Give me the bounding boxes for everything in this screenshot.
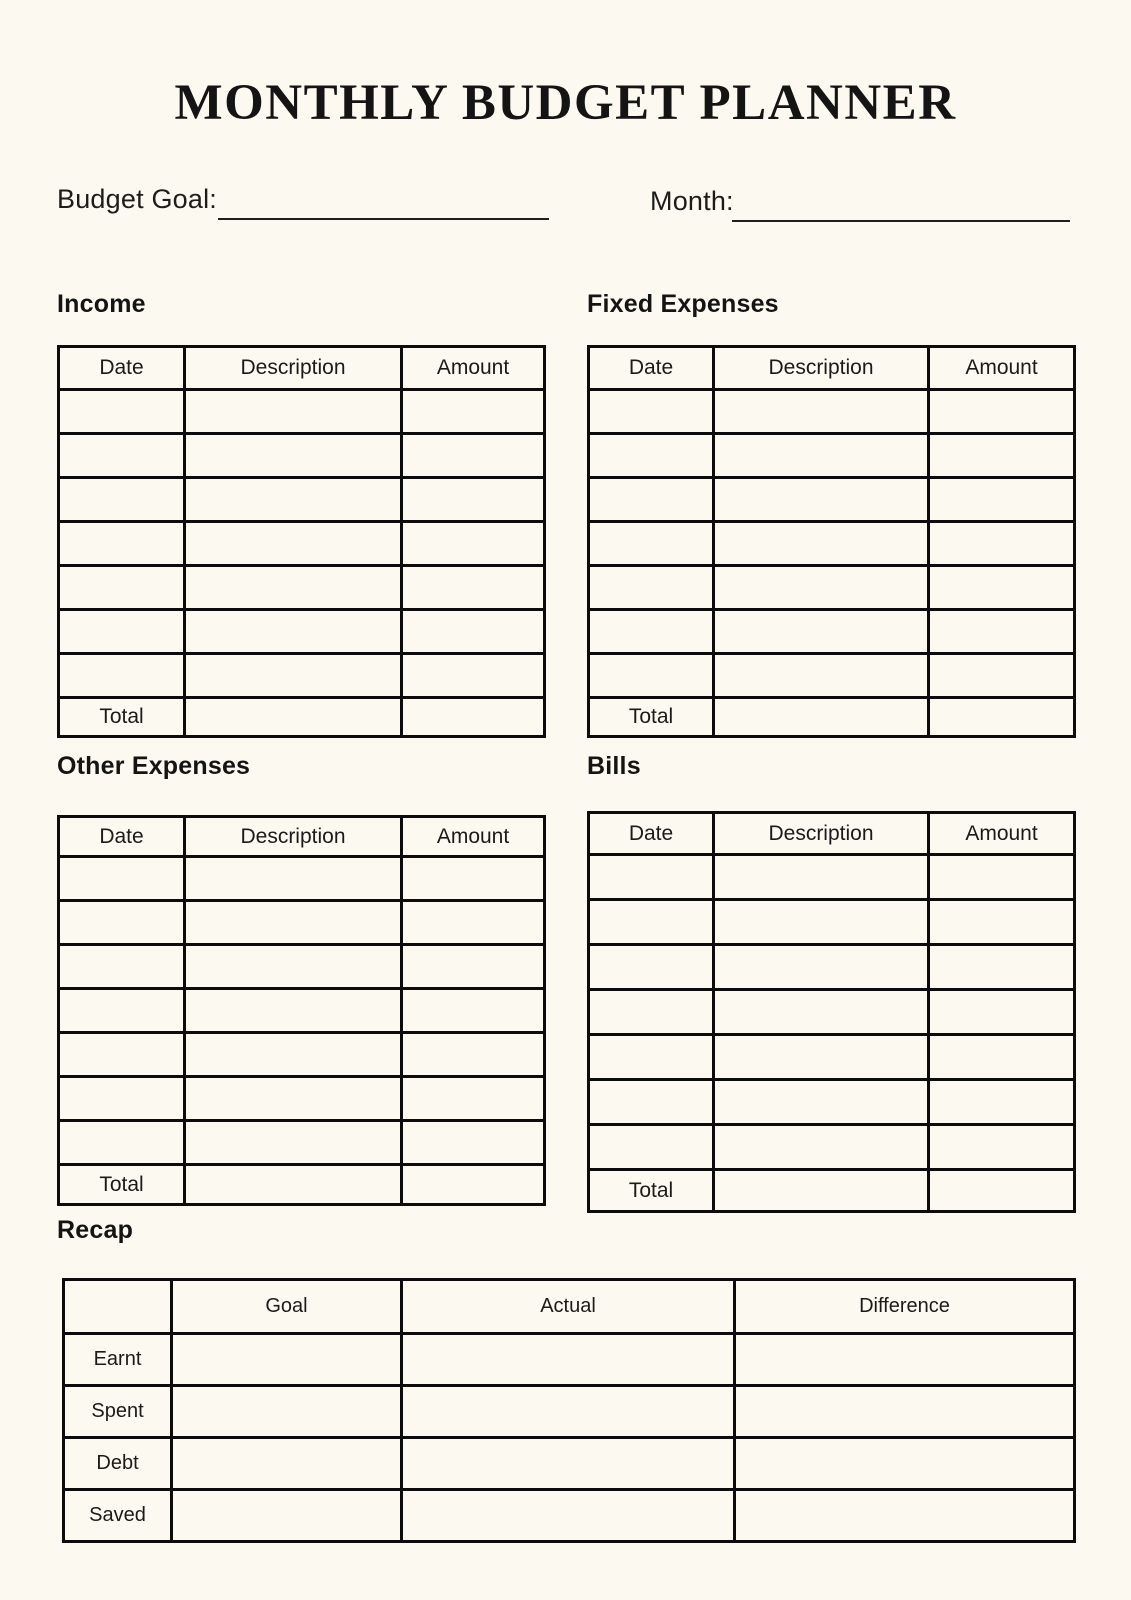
other-expenses-col-date: Date bbox=[59, 817, 185, 857]
empty-cell[interactable] bbox=[185, 1077, 402, 1121]
income-heading: Income bbox=[57, 290, 146, 318]
income-col-description: Description bbox=[185, 347, 402, 390]
income-total-row bbox=[59, 698, 545, 737]
empty-cell[interactable] bbox=[185, 390, 402, 434]
empty-cell[interactable] bbox=[59, 989, 185, 1033]
table-row bbox=[589, 990, 1075, 1035]
empty-cell[interactable] bbox=[714, 434, 929, 478]
other-expenses-total-row bbox=[59, 1165, 545, 1205]
empty-cell[interactable] bbox=[589, 1035, 714, 1080]
empty-cell[interactable] bbox=[714, 1035, 929, 1080]
bills-header-row bbox=[589, 813, 1075, 855]
empty-cell[interactable] bbox=[929, 945, 1075, 990]
table-row bbox=[59, 566, 545, 610]
empty-cell[interactable] bbox=[185, 1033, 402, 1077]
empty-cell[interactable] bbox=[589, 945, 714, 990]
empty-cell[interactable] bbox=[589, 566, 714, 610]
recap-header-row bbox=[64, 1280, 1075, 1334]
table-row bbox=[589, 434, 1075, 478]
empty-cell[interactable] bbox=[714, 566, 929, 610]
table-row bbox=[589, 1125, 1075, 1170]
empty-cell[interactable] bbox=[929, 1035, 1075, 1080]
table-row bbox=[589, 1080, 1075, 1125]
bills-total-label: Total bbox=[589, 1170, 714, 1212]
empty-cell[interactable] bbox=[59, 390, 185, 434]
empty-cell[interactable] bbox=[59, 610, 185, 654]
table-row bbox=[589, 900, 1075, 945]
empty-cell[interactable] bbox=[714, 855, 929, 900]
empty-cell[interactable] bbox=[714, 900, 929, 945]
bills-col-date: Date bbox=[589, 813, 714, 855]
table-row bbox=[589, 1035, 1075, 1080]
table-row bbox=[59, 1121, 545, 1165]
empty-cell[interactable] bbox=[929, 1125, 1075, 1170]
empty-cell[interactable] bbox=[185, 478, 402, 522]
table-row bbox=[59, 434, 545, 478]
table-row bbox=[64, 1490, 1075, 1542]
empty-cell[interactable] bbox=[402, 390, 545, 434]
empty-cell[interactable] bbox=[402, 989, 545, 1033]
empty-cell[interactable] bbox=[929, 990, 1075, 1035]
empty-cell[interactable] bbox=[402, 857, 545, 901]
empty-cell[interactable] bbox=[589, 478, 714, 522]
table-row bbox=[59, 857, 545, 901]
empty-cell[interactable] bbox=[402, 1033, 545, 1077]
empty-cell[interactable] bbox=[185, 857, 402, 901]
table-row bbox=[589, 945, 1075, 990]
bills-table bbox=[587, 811, 1076, 1213]
table-row bbox=[64, 1438, 1075, 1490]
income-col-date: Date bbox=[59, 347, 185, 390]
empty-cell[interactable] bbox=[402, 1077, 545, 1121]
row-label-cell: Spent bbox=[64, 1386, 172, 1438]
table-row bbox=[59, 901, 545, 945]
other-expenses-total-description-cell[interactable] bbox=[185, 1165, 402, 1205]
fixed-expenses-col-description: Description bbox=[714, 347, 929, 390]
recap-col-difference: Difference bbox=[735, 1280, 1075, 1334]
table-row bbox=[59, 945, 545, 989]
table-row bbox=[59, 478, 545, 522]
table-row bbox=[589, 654, 1075, 698]
income-total-amount-cell[interactable] bbox=[402, 698, 545, 737]
empty-cell[interactable] bbox=[402, 945, 545, 989]
table-row bbox=[59, 654, 545, 698]
empty-cell[interactable] bbox=[929, 900, 1075, 945]
table-row bbox=[59, 390, 545, 434]
empty-cell[interactable] bbox=[929, 610, 1075, 654]
month-field[interactable] bbox=[732, 190, 1070, 222]
empty-cell[interactable] bbox=[185, 434, 402, 478]
empty-cell[interactable] bbox=[402, 610, 545, 654]
table-row bbox=[589, 610, 1075, 654]
other-expenses-heading: Other Expenses bbox=[57, 752, 251, 780]
empty-cell[interactable] bbox=[714, 478, 929, 522]
recap-heading: Recap bbox=[57, 1216, 134, 1244]
empty-cell[interactable] bbox=[402, 478, 545, 522]
bills-total-row bbox=[589, 1170, 1075, 1212]
empty-cell[interactable] bbox=[402, 566, 545, 610]
empty-cell[interactable] bbox=[735, 1334, 1075, 1386]
bills-total-amount-cell[interactable] bbox=[929, 1170, 1075, 1212]
other-expenses-total-label: Total bbox=[59, 1165, 185, 1205]
empty-cell[interactable] bbox=[402, 1438, 735, 1490]
budget-goal-label: Budget Goal: bbox=[57, 184, 218, 214]
empty-cell[interactable] bbox=[714, 1080, 929, 1125]
empty-cell[interactable] bbox=[589, 522, 714, 566]
empty-cell[interactable] bbox=[589, 434, 714, 478]
table-row bbox=[59, 989, 545, 1033]
bills-total-description-cell[interactable] bbox=[714, 1170, 929, 1212]
table-row bbox=[59, 1077, 545, 1121]
empty-cell[interactable] bbox=[735, 1438, 1075, 1490]
empty-cell[interactable] bbox=[589, 900, 714, 945]
table-row bbox=[589, 478, 1075, 522]
empty-cell[interactable] bbox=[929, 478, 1075, 522]
fixed-expenses-total-label: Total bbox=[589, 698, 714, 737]
recap-col-blank bbox=[64, 1280, 172, 1334]
other-expenses-table bbox=[57, 815, 546, 1206]
empty-cell[interactable] bbox=[185, 522, 402, 566]
empty-cell[interactable] bbox=[929, 522, 1075, 566]
fixed-expenses-total-description-cell[interactable] bbox=[714, 698, 929, 737]
empty-cell[interactable] bbox=[402, 1490, 735, 1542]
other-expenses-header-row bbox=[59, 817, 545, 857]
budget-goal-field[interactable] bbox=[218, 188, 549, 220]
fixed-expenses-total-row bbox=[589, 698, 1075, 737]
fixed-expenses-col-amount: Amount bbox=[929, 347, 1075, 390]
income-total-description-cell[interactable] bbox=[185, 698, 402, 737]
bills-heading: Bills bbox=[587, 752, 641, 780]
empty-cell[interactable] bbox=[714, 522, 929, 566]
empty-cell[interactable] bbox=[714, 990, 929, 1035]
empty-cell[interactable] bbox=[185, 989, 402, 1033]
empty-cell[interactable] bbox=[714, 390, 929, 434]
table-row bbox=[59, 522, 545, 566]
fixed-expenses-col-date: Date bbox=[589, 347, 714, 390]
empty-cell[interactable] bbox=[735, 1386, 1075, 1438]
table-row bbox=[589, 390, 1075, 434]
empty-cell[interactable] bbox=[59, 901, 185, 945]
income-header-row bbox=[59, 347, 545, 390]
empty-cell[interactable] bbox=[59, 522, 185, 566]
empty-cell[interactable] bbox=[402, 654, 545, 698]
fixed-expenses-heading: Fixed Expenses bbox=[587, 290, 779, 318]
empty-cell[interactable] bbox=[172, 1490, 402, 1542]
other-expenses-col-description: Description bbox=[185, 817, 402, 857]
income-table bbox=[57, 345, 546, 738]
empty-cell[interactable] bbox=[714, 654, 929, 698]
income-col-amount: Amount bbox=[402, 347, 545, 390]
empty-cell[interactable] bbox=[735, 1490, 1075, 1542]
empty-cell[interactable] bbox=[929, 1080, 1075, 1125]
empty-cell[interactable] bbox=[714, 1125, 929, 1170]
empty-cell[interactable] bbox=[929, 566, 1075, 610]
other-expenses-col-amount: Amount bbox=[402, 817, 545, 857]
empty-cell[interactable] bbox=[929, 855, 1075, 900]
empty-cell[interactable] bbox=[59, 1121, 185, 1165]
recap-col-goal: Goal bbox=[172, 1280, 402, 1334]
other-expenses-total-amount-cell[interactable] bbox=[402, 1165, 545, 1205]
empty-cell[interactable] bbox=[589, 654, 714, 698]
income-total-label: Total bbox=[59, 698, 185, 737]
table-row bbox=[589, 566, 1075, 610]
empty-cell[interactable] bbox=[172, 1386, 402, 1438]
empty-cell[interactable] bbox=[59, 434, 185, 478]
empty-cell[interactable] bbox=[589, 1125, 714, 1170]
empty-cell[interactable] bbox=[589, 610, 714, 654]
fixed-expenses-total-amount-cell[interactable] bbox=[929, 698, 1075, 737]
table-row bbox=[64, 1386, 1075, 1438]
empty-cell[interactable] bbox=[172, 1438, 402, 1490]
empty-cell[interactable] bbox=[185, 1121, 402, 1165]
empty-cell[interactable] bbox=[59, 566, 185, 610]
empty-cell[interactable] bbox=[402, 434, 545, 478]
row-label-cell: Earnt bbox=[64, 1334, 172, 1386]
table-row bbox=[64, 1334, 1075, 1386]
empty-cell[interactable] bbox=[589, 855, 714, 900]
empty-cell[interactable] bbox=[185, 945, 402, 989]
month-label: Month: bbox=[650, 186, 734, 216]
empty-cell[interactable] bbox=[59, 1033, 185, 1077]
table-row bbox=[589, 522, 1075, 566]
fixed-expenses-table bbox=[587, 345, 1076, 738]
empty-cell[interactable] bbox=[185, 901, 402, 945]
fixed-expenses-header-row bbox=[589, 347, 1075, 390]
row-label-cell: Saved bbox=[64, 1490, 172, 1542]
bills-col-description: Description bbox=[714, 813, 929, 855]
empty-cell[interactable] bbox=[714, 945, 929, 990]
empty-cell[interactable] bbox=[185, 566, 402, 610]
empty-cell[interactable] bbox=[589, 390, 714, 434]
empty-cell[interactable] bbox=[402, 1386, 735, 1438]
recap-table bbox=[62, 1278, 1076, 1543]
row-label-cell: Debt bbox=[64, 1438, 172, 1490]
empty-cell[interactable] bbox=[59, 945, 185, 989]
empty-cell[interactable] bbox=[929, 434, 1075, 478]
empty-cell[interactable] bbox=[172, 1334, 402, 1386]
page-title: MONTHLY BUDGET PLANNER bbox=[174, 75, 957, 131]
empty-cell[interactable] bbox=[589, 990, 714, 1035]
recap-col-actual: Actual bbox=[402, 1280, 735, 1334]
table-row bbox=[589, 855, 1075, 900]
table-row bbox=[59, 610, 545, 654]
empty-cell[interactable] bbox=[402, 522, 545, 566]
empty-cell[interactable] bbox=[185, 654, 402, 698]
empty-cell[interactable] bbox=[59, 857, 185, 901]
table-row bbox=[59, 1033, 545, 1077]
empty-cell[interactable] bbox=[59, 478, 185, 522]
empty-cell[interactable] bbox=[59, 1077, 185, 1121]
empty-cell[interactable] bbox=[59, 654, 185, 698]
empty-cell[interactable] bbox=[185, 610, 402, 654]
empty-cell[interactable] bbox=[402, 901, 545, 945]
bills-col-amount: Amount bbox=[929, 813, 1075, 855]
empty-cell[interactable] bbox=[714, 610, 929, 654]
empty-cell[interactable] bbox=[929, 654, 1075, 698]
empty-cell[interactable] bbox=[589, 1080, 714, 1125]
empty-cell[interactable] bbox=[402, 1334, 735, 1386]
empty-cell[interactable] bbox=[402, 1121, 545, 1165]
empty-cell[interactable] bbox=[929, 390, 1075, 434]
